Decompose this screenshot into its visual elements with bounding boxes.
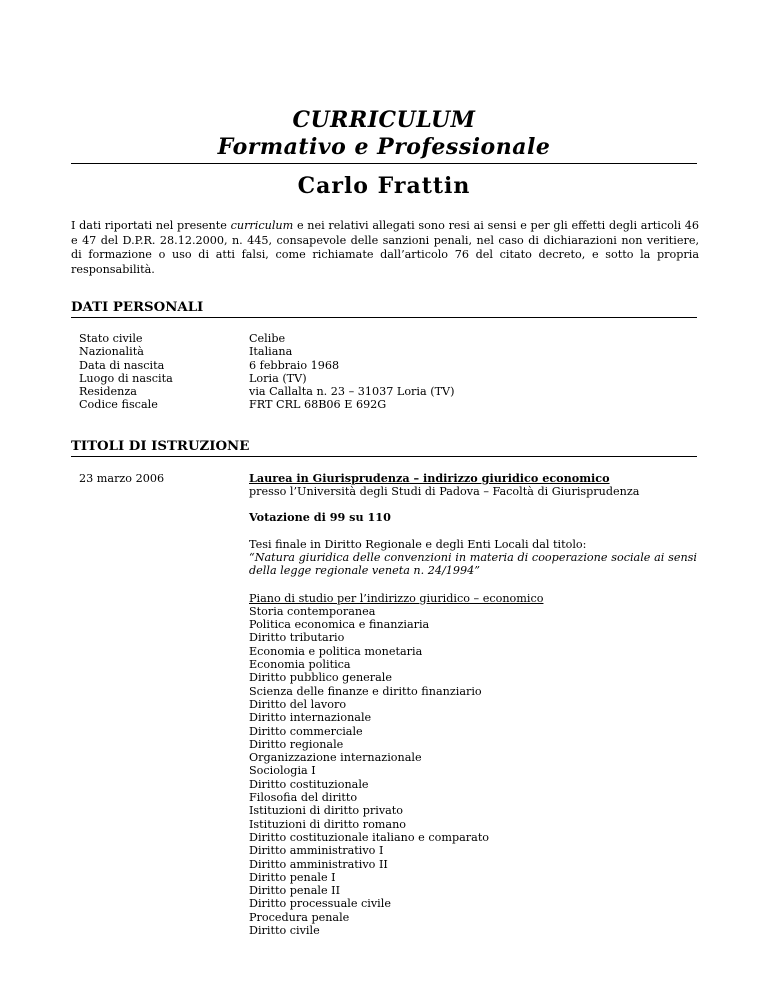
document-page [71,0,697,937]
intro-text-before: I dati riportati nel presente [71,219,231,232]
study-plan-subject: Diritto costituzionale italiano e comparato [249,830,490,844]
study-plan-subject: Diritto commerciale [249,724,363,738]
study-plan-subject: Diritto pubblico generale [249,671,392,685]
study-plan-subject: Diritto penale II [249,884,341,898]
study-plan-subject: Procedura penale [249,910,350,924]
personal-data-value: Italiana [249,345,293,359]
intro-paragraph [71,219,699,277]
study-plan-subject: Scienza delle finanze e diritto finanziario [249,684,482,698]
education-date: 23 marzo 2006 [79,471,165,485]
title-rule [71,163,697,164]
study-plan-subject: Diritto amministrativo II [249,857,388,871]
personal-data-label: Codice fiscale [79,398,158,412]
study-plan-subject: Diritto penale I [249,870,336,884]
personal-data-value: Loria (TV) [249,371,307,385]
study-plan-subject: Diritto del lavoro [249,697,347,711]
document-title [71,107,697,161]
study-plan-subject: Diritto tributario [249,631,345,645]
study-plan-subject: Economia e politica monetaria [249,644,423,658]
thesis-title: “Natura giuridica delle convenzioni in materia di cooperazione sociale ai sensi della legge regionale veneta n. 24/1994” [249,550,697,578]
personal-data-label: Nazionalità [79,345,144,359]
study-plan-subject: Storia contemporanea [249,604,376,618]
personal-data-value: FRT CRL 68B06 E 692G [249,398,387,412]
personal-data-table [71,332,697,412]
study-plan-subject: Diritto civile [249,923,320,937]
education-heading: TITOLI DI ISTRUZIONE [71,438,697,457]
education-details [249,472,697,938]
study-plan-subject: Filosofia del diritto [249,791,358,805]
study-plan-title: Piano di studio per l’indirizzo giuridico – economico [249,591,544,605]
personal-data-label: Stato civile [79,332,143,345]
degree-title: Laurea in Giurisprudenza – indirizzo giuridico economico [249,470,610,485]
study-plan-subject: Diritto costituzionale [249,777,369,791]
personal-data-value: 6 febbraio 1968 [249,358,340,372]
study-plan-subject: Diritto amministrativo I [249,844,384,858]
degree-institution: presso l’Università degli Studi di Padova – Facoltà di Giurisprudenza [249,485,640,499]
study-plan-subject: Diritto regionale [249,737,344,751]
study-plan-subject: Politica economica e finanziaria [249,618,430,632]
personal-data-label: Luogo di nascita [79,371,173,385]
intro-text-after: e nei relativi allegati sono resi ai sensi e per gli effetti degli articoli 46 e 47 del D.P.R. 28.12.2000, n. 445, consapevole delle sanzioni penali, nel caso di dichiarazioni non veritiere, di formazione o uso di atti falsi, come richiamate dall’articolo 76 del citato decreto, e sotto la propria responsabilità. [71,219,699,276]
personal-data-label: Data di nascita [79,358,165,372]
degree-vote: Votazione di 99 su 110 [249,510,391,525]
title-line-2: Formativo e Professionale [217,134,551,160]
study-plan-subject: Diritto processuale civile [249,897,391,911]
study-plan-subject: Diritto internazionale [249,711,372,725]
personal-data-heading: DATI PERSONALI [71,299,697,318]
education-entry [71,472,697,938]
title-line-1: CURRICULUM [292,107,476,133]
personal-data-value: Celibe [249,332,286,345]
personal-data-labels [71,332,249,412]
study-plan-subjects [249,605,697,937]
person-name: Carlo Frattin [297,173,471,199]
study-plan-subject: Istituzioni di diritto romano [249,817,407,831]
personal-data-value: via Callalta n. 23 – 31037 Loria (TV) [249,385,455,399]
study-plan-subject: Economia politica [249,658,351,672]
study-plan-subject: Organizzazione internazionale [249,751,422,765]
study-plan-subject: Istituzioni di diritto privato [249,804,404,818]
personal-data-label: Residenza [79,385,137,399]
study-plan-subject: Sociologia I [249,764,316,778]
personal-data-values [249,332,697,412]
thesis-intro: Tesi finale in Diritto Regionale e degli Enti Locali dal titolo: [249,537,587,551]
intro-text-italic: curriculum [230,219,294,232]
